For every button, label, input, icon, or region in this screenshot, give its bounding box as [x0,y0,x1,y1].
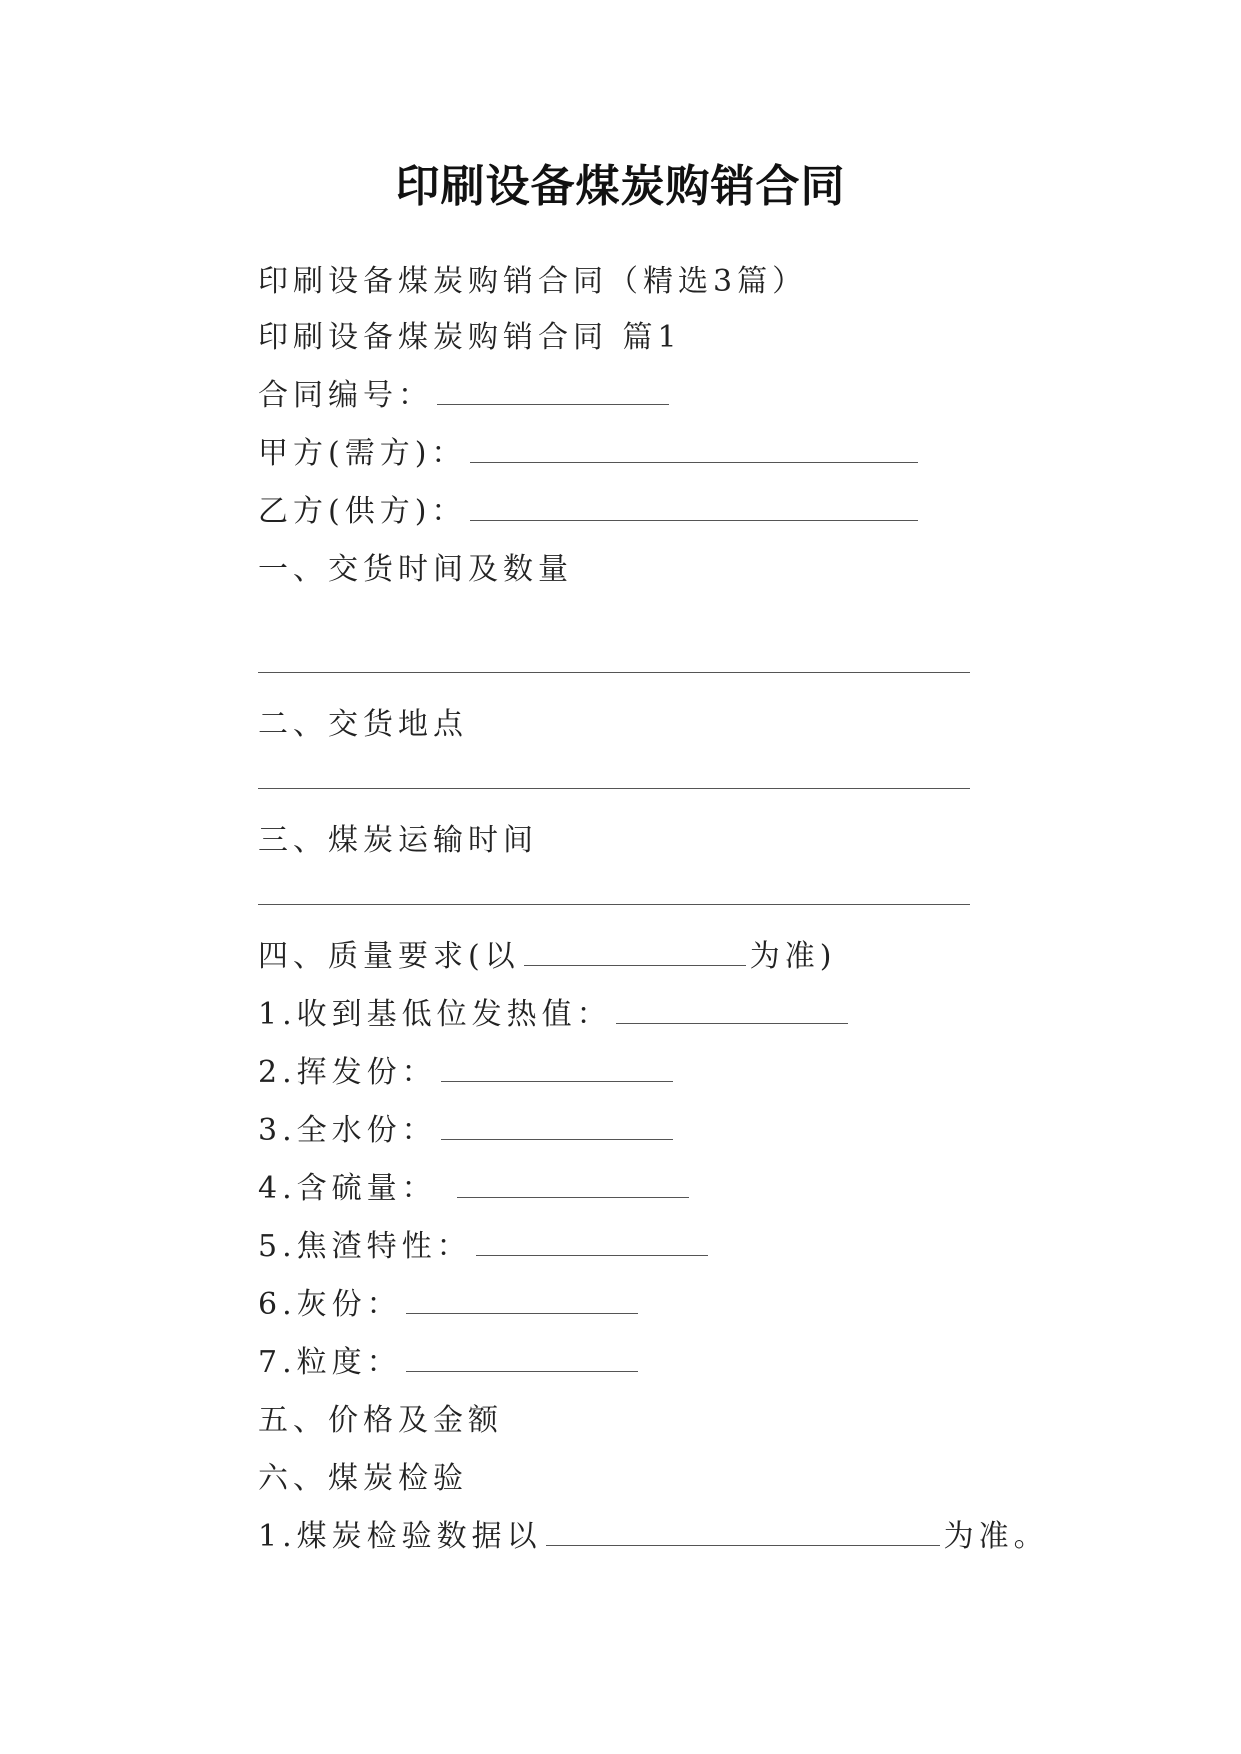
quality-item-5 [258,1227,712,1267]
section-heading: 印刷设备煤炭购销合同 篇1 [258,320,682,355]
heading-inspection: 六、煤炭检验 [258,1461,468,1496]
party-a-field [258,434,922,474]
contract-number-field [258,376,673,416]
quality-item-label: 2.挥发份： [258,1055,437,1090]
quality-item-blank[interactable] [406,1347,638,1372]
contract-number-label: 合同编号： [258,378,433,413]
quality-item-label: 7.粒度： [258,1345,402,1380]
quality-item-blank[interactable] [616,999,848,1024]
heading-delivery-time: 一、交货时间及数量 [258,552,573,587]
quality-item-label: 3.全水份： [258,1113,437,1148]
quality-item-label: 4.含硫量： [258,1171,437,1206]
quality-item-blank[interactable] [441,1057,673,1082]
quality-item-6 [258,1285,642,1325]
quality-item-7 [258,1343,642,1383]
party-a-blank[interactable] [470,438,918,463]
quality-item-4 [258,1169,693,1209]
quality-item-blank[interactable] [476,1231,708,1256]
quality-item-label: 1.收到基低位发热值： [258,997,612,1032]
quality-standard-blank[interactable] [524,941,746,966]
party-a-label: 甲方(需方)： [258,436,467,471]
transport-time-blank[interactable] [258,904,970,905]
inspection-item-1 [258,1517,1049,1557]
delivery-place-blank[interactable] [258,788,970,789]
delivery-time-blank[interactable] [258,672,970,673]
contract-number-blank[interactable] [437,380,669,405]
quality-item-label: 5.焦渣特性： [258,1229,472,1264]
heading-quality [258,937,836,977]
quality-suffix: 为准) [749,939,837,974]
quality-item-3 [258,1111,677,1151]
quality-item-blank[interactable] [441,1115,673,1140]
quality-item-label: 6.灰份： [258,1287,402,1322]
inspection-suffix: 为准。 [943,1519,1049,1554]
quality-item-2 [258,1053,677,1093]
heading-transport-time: 三、煤炭运输时间 [258,823,538,858]
heading-price: 五、价格及金额 [258,1403,503,1438]
party-b-label: 乙方(供方)： [258,494,467,529]
heading-delivery-place: 二、交货地点 [258,707,468,742]
intro-line: 印刷设备煤炭购销合同（精选3篇） [258,264,808,299]
quality-prefix: 四、质量要求(以 [258,939,520,974]
inspection-data-blank[interactable] [546,1521,940,1546]
quality-item-1 [258,995,852,1035]
party-b-blank[interactable] [470,496,918,521]
quality-item-blank[interactable] [406,1289,638,1314]
inspection-prefix: 1.煤炭检验数据以 [258,1519,542,1554]
document-title: 印刷设备煤炭购销合同 [395,161,846,212]
quality-item-blank[interactable] [457,1173,689,1198]
party-b-field [258,492,922,532]
